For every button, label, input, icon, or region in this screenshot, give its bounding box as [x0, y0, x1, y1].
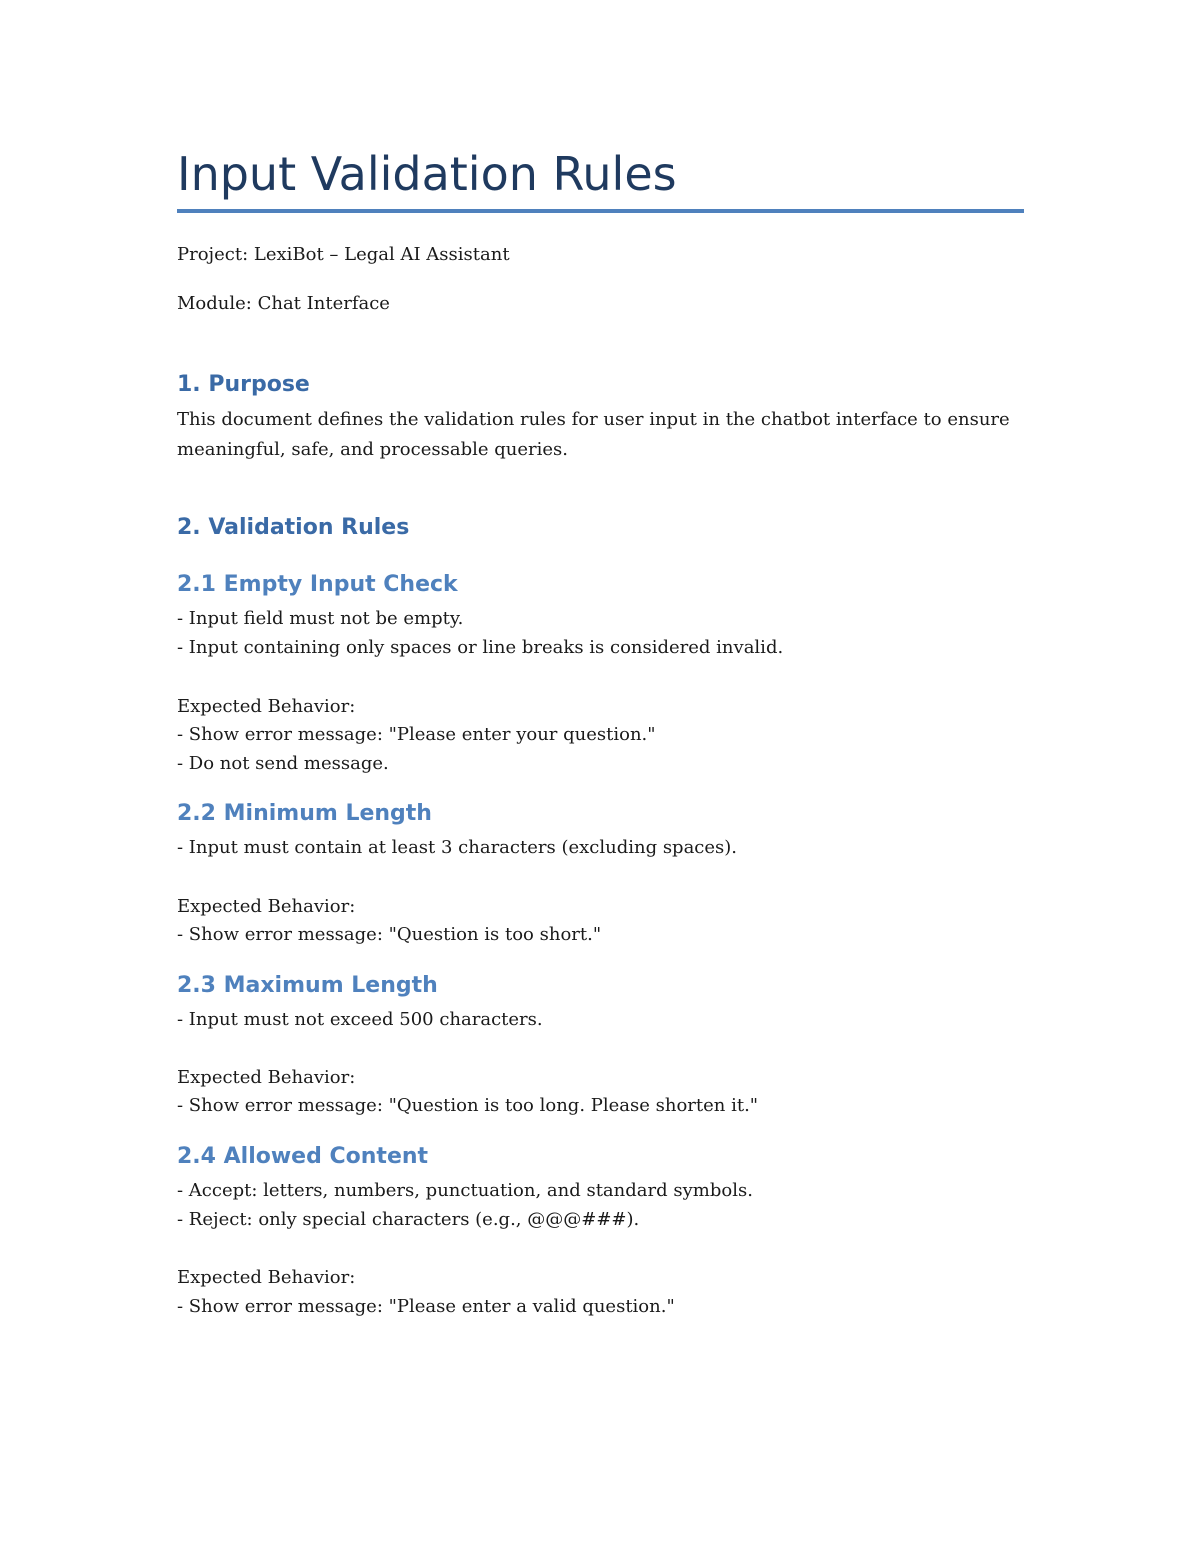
- document-title: Input Validation Rules: [177, 147, 677, 201]
- empty-input-heading: 2.1 Empty Input Check: [177, 572, 458, 597]
- purpose-heading: 1. Purpose: [177, 372, 310, 397]
- purpose-paragraph-line: This document defines the validation rules for user input in the chatbot interface to ensure: [177, 409, 1010, 430]
- rule-item: - Input must contain at least 3 characters (excluding spaces).: [177, 837, 738, 858]
- module-line: Module: Chat Interface: [177, 293, 390, 314]
- validation-rules-heading: 2. Validation Rules: [177, 515, 410, 540]
- expected-behavior-label: Expected Behavior:: [177, 896, 356, 917]
- behavior-item: - Do not send message.: [177, 753, 389, 774]
- allowed-content-heading: 2.4 Allowed Content: [177, 1144, 429, 1169]
- behavior-item: - Show error message: "Please enter a valid question.": [177, 1296, 675, 1317]
- max-length-heading: 2.3 Maximum Length: [177, 973, 438, 998]
- rule-item: - Reject: only special characters (e.g., @@@###).: [177, 1209, 640, 1230]
- title-underline: [177, 209, 1024, 213]
- min-length-heading: 2.2 Minimum Length: [177, 801, 432, 826]
- expected-behavior-label: Expected Behavior:: [177, 696, 356, 717]
- behavior-item: - Show error message: "Question is too long. Please shorten it.": [177, 1095, 759, 1116]
- behavior-item: - Show error message: "Question is too short.": [177, 924, 602, 945]
- rule-item: - Input field must not be empty.: [177, 608, 464, 629]
- rule-item: - Input must not exceed 500 characters.: [177, 1009, 543, 1030]
- expected-behavior-label: Expected Behavior:: [177, 1067, 356, 1088]
- project-line: Project: LexiBot – Legal AI Assistant: [177, 244, 510, 265]
- expected-behavior-label: Expected Behavior:: [177, 1267, 356, 1288]
- behavior-item: - Show error message: "Please enter your question.": [177, 724, 656, 745]
- purpose-paragraph-line: meaningful, safe, and processable queries.: [177, 439, 568, 460]
- rule-item: - Accept: letters, numbers, punctuation, and standard symbols.: [177, 1180, 753, 1201]
- rule-item: - Input containing only spaces or line breaks is considered invalid.: [177, 637, 784, 658]
